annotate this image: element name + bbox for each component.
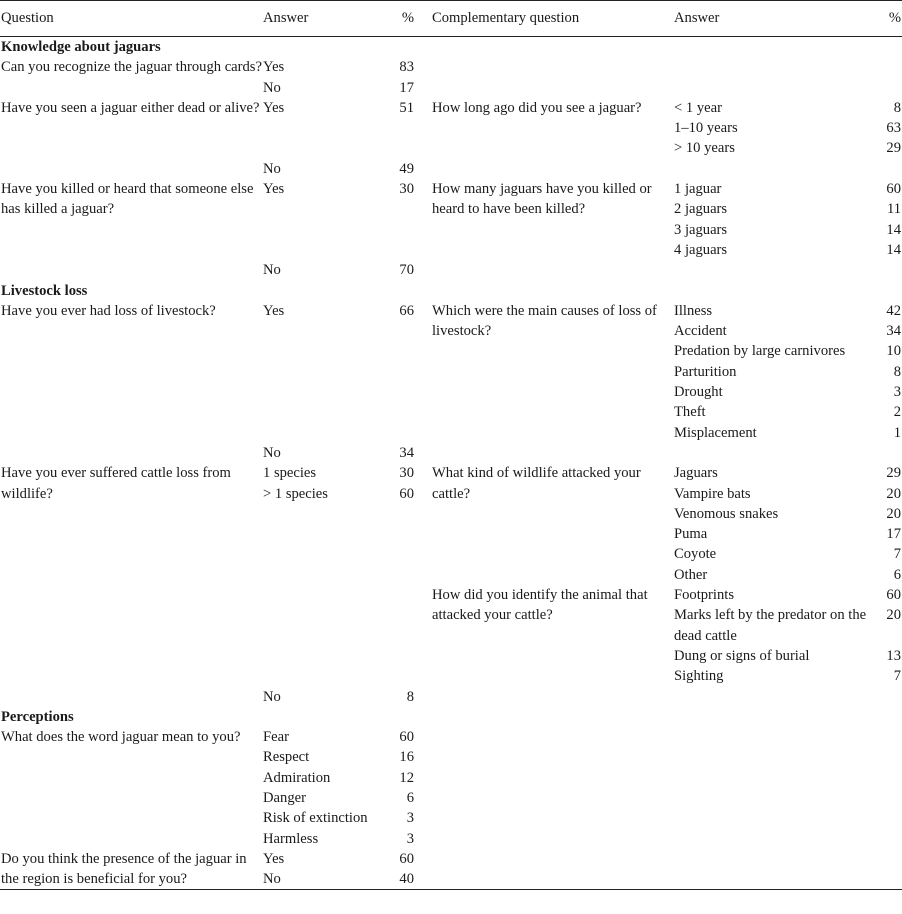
- section-row: [0, 707, 902, 727]
- answer-cell: Predation by large carnivores: [674, 343, 846, 360]
- question-cell: What does the word jaguar mean to you?: [1, 729, 241, 746]
- answer-cell: Coyote: [674, 546, 717, 563]
- answer-cell: Danger: [263, 789, 306, 806]
- header-percent-2: %: [888, 10, 901, 27]
- percent-cell: 20: [886, 485, 901, 502]
- header-complementary-question: Complementary question: [432, 10, 580, 27]
- question-cell: Have you killed or heard that someone else has killed a jaguar?: [1, 181, 254, 218]
- percent-cell: 6: [406, 789, 414, 806]
- answer-cell: No: [263, 444, 281, 461]
- percent-cell: 83: [399, 59, 414, 76]
- percent-cell: 8: [893, 363, 901, 380]
- section-title: Livestock loss: [1, 282, 88, 299]
- table-row: [0, 179, 902, 199]
- complementary-question-cell: What kind of wildlife attacked your cattle?: [432, 465, 641, 502]
- section-title: Perceptions: [1, 708, 74, 725]
- section-title: Knowledge about jaguars: [1, 39, 161, 55]
- percent-cell: 60: [399, 729, 414, 746]
- answer-cell: Dung or signs of burial: [674, 647, 810, 664]
- answer-cell: Yes: [263, 181, 285, 198]
- answer-cell: 1–10 years: [674, 120, 738, 137]
- percent-cell: 12: [399, 769, 414, 786]
- header-row: [0, 1, 902, 37]
- question-cell: Have you ever suffered cattle loss from wildlife?: [1, 465, 231, 502]
- answer-cell: Venomous snakes: [674, 505, 779, 522]
- percent-cell: 7: [893, 668, 901, 685]
- answer-cell: Parturition: [674, 363, 737, 380]
- table-header: [0, 1, 902, 37]
- answer-cell: Admiration: [263, 769, 331, 786]
- answer-cell: Drought: [674, 384, 723, 401]
- complementary-question-cell: How long ago did you see a jaguar?: [432, 99, 642, 116]
- table-row: [0, 159, 902, 179]
- answer-cell: Sighting: [674, 668, 724, 685]
- header-answer: Answer: [263, 10, 309, 27]
- percent-cell: 49: [399, 160, 414, 177]
- answer-cell: No: [263, 262, 281, 279]
- percent-cell: 60: [886, 181, 901, 198]
- answer-cell: Harmless: [263, 830, 319, 847]
- answer-cell: Illness: [674, 302, 713, 319]
- answer-cell: Yes: [263, 99, 285, 116]
- percent-cell: 70: [399, 262, 414, 279]
- percent-cell: 34: [399, 444, 414, 461]
- percent-cell: 51: [399, 99, 414, 116]
- answer-cell: Risk of extinction: [263, 810, 368, 827]
- percent-cell: 34: [886, 323, 901, 340]
- answer-cell: 4 jaguars: [674, 241, 728, 258]
- table-row: [0, 443, 902, 463]
- answer-cell: Fear: [263, 729, 289, 746]
- answer-cell: Misplacement: [674, 424, 757, 441]
- question-cell: Have you seen a jaguar either dead or alive?: [1, 99, 260, 116]
- percent-cell: 14: [886, 241, 901, 258]
- answer-cell: 1 jaguar: [674, 181, 722, 198]
- answer-cell: Respect: [263, 749, 310, 766]
- answer-cell: Accident: [674, 323, 727, 340]
- answer-cell: Yes: [263, 59, 285, 76]
- answer-cell: 1 species: [263, 465, 317, 482]
- complementary-question-cell: How many jaguars have you killed or heard to have been killed?: [432, 181, 652, 218]
- question-cell: Do you think the presence of the jaguar in the region is beneficial for you?: [1, 850, 247, 888]
- header-percent: %: [401, 10, 414, 27]
- percent-cell: 10: [886, 343, 901, 360]
- table-row: [0, 57, 902, 77]
- percent-cell: 60: [886, 587, 901, 604]
- table-row: [0, 260, 902, 280]
- percent-cell: 6: [893, 566, 901, 583]
- percent-cell: 29: [886, 465, 901, 482]
- percent-cell: 17: [399, 79, 414, 96]
- answer-cell: No: [263, 688, 281, 705]
- percent-cell: 8: [406, 688, 414, 705]
- answer-cell: No: [263, 79, 281, 96]
- question-cell: Have you ever had loss of livestock?: [1, 302, 216, 319]
- percent-cell: 14: [886, 221, 901, 238]
- percent-cell: 20: [886, 607, 901, 624]
- answer-cell: Other: [674, 566, 708, 583]
- percent-cell: 30: [399, 465, 414, 482]
- answer-cell: Marks left by the predator on the dead cattle: [674, 607, 867, 644]
- percent-cell: 20: [886, 505, 901, 522]
- percent-cell: 16: [399, 749, 414, 766]
- percent-cell: 29: [886, 140, 901, 157]
- table-row: [0, 727, 902, 747]
- answer-cell: No: [263, 160, 281, 177]
- answer-cell: Vampire bats: [674, 485, 751, 502]
- answer-cell: Yes: [263, 302, 285, 319]
- section-row: [0, 37, 902, 58]
- question-cell: Can you recognize the jaguar through cards?: [1, 59, 262, 76]
- answer-cell: Footprints: [674, 587, 735, 604]
- percent-cell: 3: [406, 830, 414, 847]
- answer-cell: < 1 year: [674, 99, 722, 116]
- percent-cell: 7: [893, 546, 901, 563]
- percent-cell: 63: [886, 120, 901, 137]
- answer-cell: > 10 years: [674, 140, 735, 157]
- header-question: Question: [1, 10, 54, 27]
- table-row: [0, 849, 902, 869]
- percent-cell: 2: [893, 404, 901, 421]
- percent-cell: 13: [886, 647, 901, 664]
- answer-cell: No: [263, 871, 281, 888]
- percent-cell: 8: [893, 99, 901, 116]
- table-row: [0, 463, 902, 483]
- table-body: [0, 37, 902, 890]
- answer-cell: > 1 species: [263, 485, 328, 502]
- answer-cell: Puma: [674, 526, 708, 543]
- percent-cell: 60: [399, 850, 414, 867]
- percent-cell: 42: [886, 302, 901, 319]
- percent-cell: 17: [886, 526, 901, 543]
- answer-cell: Jaguars: [674, 465, 718, 482]
- complementary-question-cell: Which were the main causes of loss of livestock?: [432, 302, 657, 340]
- table-row: [0, 98, 902, 118]
- answer-cell: 2 jaguars: [674, 201, 728, 218]
- table-row: [0, 687, 902, 707]
- percent-cell: 40: [399, 871, 414, 888]
- answer-cell: Theft: [674, 404, 706, 421]
- complementary-question-cell: How did you identify the animal that attacked your cattle?: [432, 587, 648, 624]
- table-row: [0, 301, 902, 321]
- answer-cell: 3 jaguars: [674, 221, 728, 238]
- percent-cell: 60: [399, 485, 414, 502]
- percent-cell: 3: [406, 810, 414, 827]
- percent-cell: 11: [886, 201, 901, 218]
- answer-cell: Yes: [263, 850, 285, 867]
- percent-cell: 3: [893, 384, 901, 401]
- percent-cell: 66: [399, 302, 414, 319]
- section-row: [0, 281, 902, 301]
- header-answer-2: Answer: [674, 10, 720, 27]
- percent-cell: 1: [893, 424, 901, 441]
- percent-cell: 30: [399, 181, 414, 198]
